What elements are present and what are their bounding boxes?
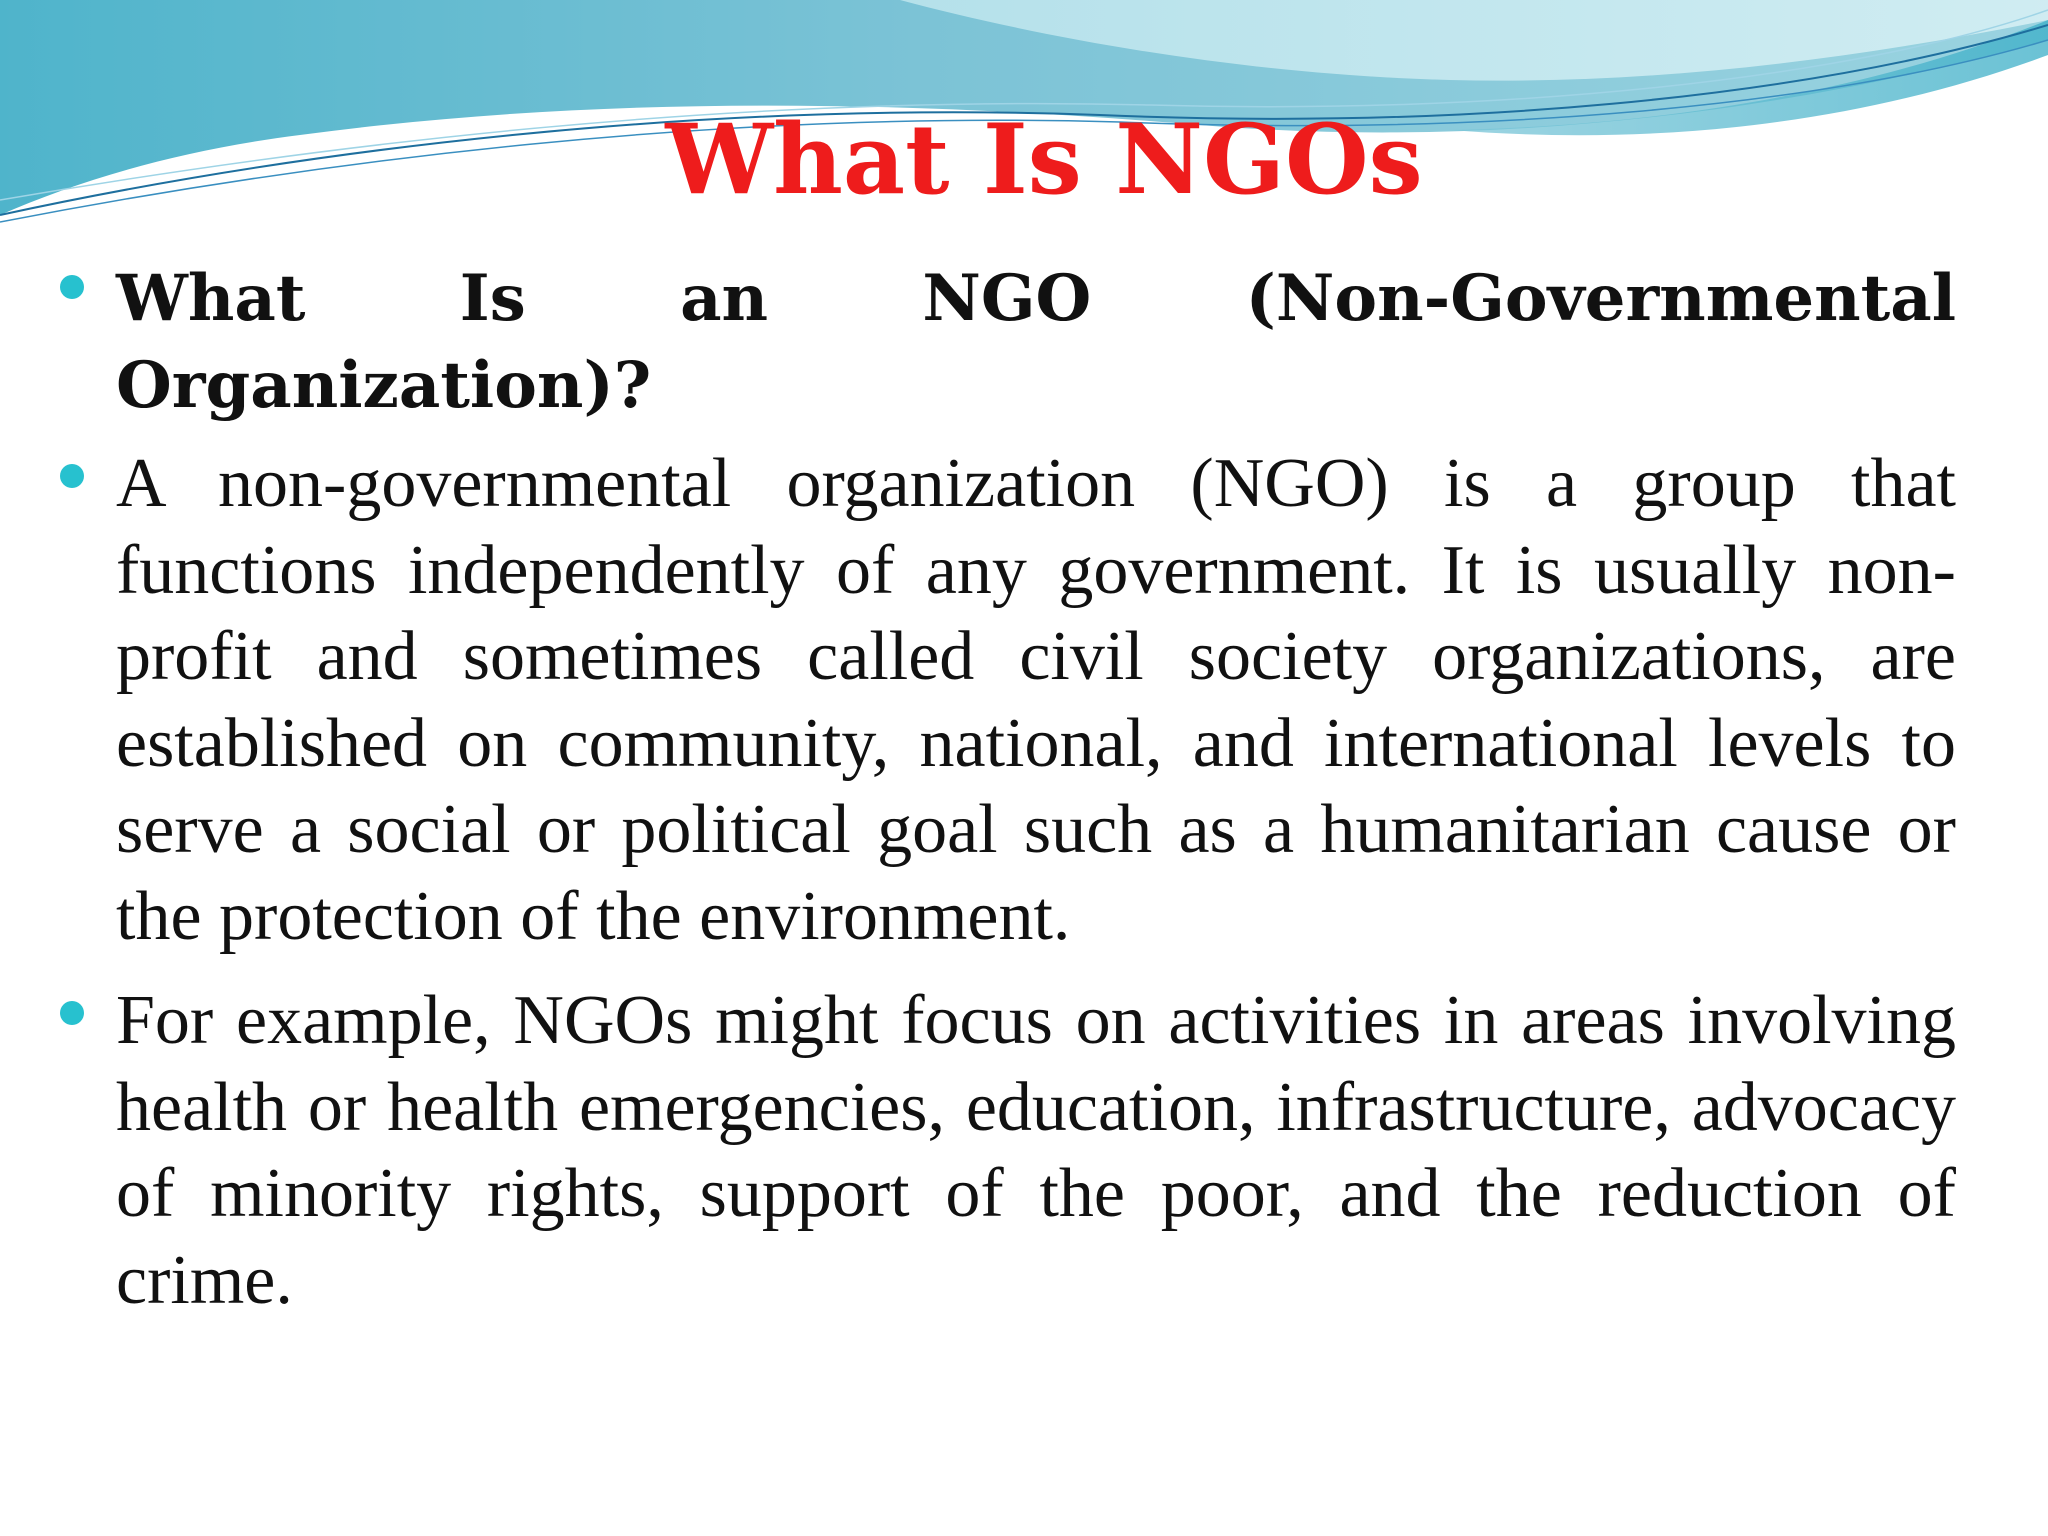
bullet-body-text: For example, NGOs might focus on activities in areas involving health or health emergencies, education, infrastructure, advocacy of minority rights, support of the poor, and the reduction of crime. bbox=[116, 982, 1956, 1319]
bullet-item bbox=[56, 978, 1956, 1324]
slide-title: What Is NGOs bbox=[665, 103, 1423, 216]
bullet-item bbox=[56, 441, 1956, 960]
bullet-list bbox=[56, 255, 1956, 1342]
bullet-dot-icon bbox=[60, 464, 84, 488]
bullet-heading-text: What Is an NGO (Non-Governmental Organization)? bbox=[116, 261, 1956, 423]
bullet-body-text: A non-governmental organization (NGO) is a group that functions independently of any government. It is usually non-profit and sometimes called civil society organizations, are established on community, national, and international levels to serve a social or political goal such as a humanitarian cause or the protection of the environment. bbox=[116, 445, 1956, 955]
bullet-item bbox=[56, 255, 1956, 429]
bullet-dot-icon bbox=[60, 1001, 84, 1025]
bullet-dot-icon bbox=[60, 275, 84, 299]
